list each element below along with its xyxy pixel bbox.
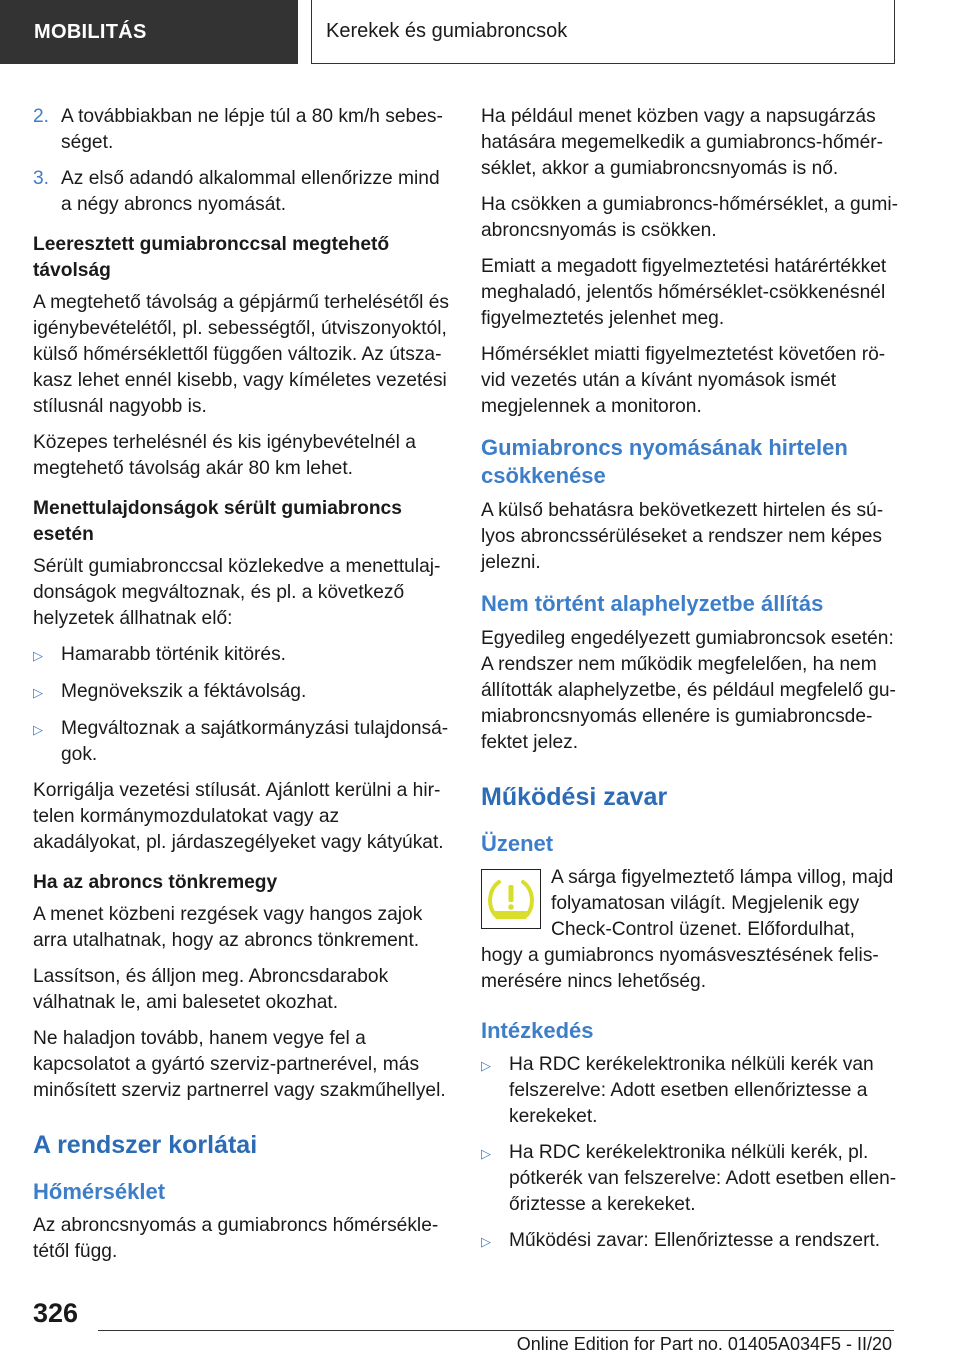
heading-sudden-pressure-loss: Gumiabroncs nyomásának hirtelen csökkenése (481, 435, 848, 488)
bullet-triangle-icon: ▷ (481, 1146, 491, 1161)
bullet-triangle-icon: ▷ (33, 648, 43, 663)
paragraph: A sárga figyelmeztető lámpa villog, majd folyamatosan világít. Megjelenik egy Check-Control üzenet. Előfordulhat, hogy a gumiabroncs nyomásvesztésének felismerésére nincs lehetőség. (481, 867, 894, 992)
footer-divider (98, 1330, 894, 1331)
paragraph: A külső behatásra bekövetkezett hirtelen és súlyos abroncssérüléseket a rendszer nem képes jelezni. (481, 500, 884, 573)
footer-edition: Online Edition for Part no. 01405A034F5 - II/20 (516, 1334, 892, 1354)
paragraph: A megtehető távolság a gépjármű terhelésétől és igénybevételétől, pl. sebességtől, útviszonyoktól, külső hőmérséklettől függően változik. Az útszakasz lehet ennél kisebb, vagy kíméletes vezetési stílusnál nagyobb is. (33, 292, 449, 417)
heading-message: Üzenet (481, 831, 554, 856)
paragraph: Egyedileg engedélyezett gumiabroncsok esetén: A rendszer nem működik megfelelően, ha nem állították alaphelyzetbe, és például megfelelő gumiabroncsnyomás ellenére is gumiabroncsdefektet jelez. (481, 628, 896, 753)
chapter-title: Kerekek és gumiabroncsok (326, 20, 568, 42)
heading-system-limits: A rendszer korlátai (33, 1131, 258, 1159)
paragraph: Emiatt a megadott figyelmeztetési határértékket meghaladó, jelentős hőmérséklet-csökkenésnél figyelmeztetés jelenhet meg. (481, 256, 887, 329)
paragraph: Hőmérséklet miatti figyelmeztetést követően rövid vezetés után a kívánt nyomások ismét megjelennek a monitoron. (481, 344, 886, 417)
heading-no-reset: Nem történt alaphelyzetbe állítás (481, 591, 824, 616)
bullet-triangle-icon: ▷ (33, 722, 43, 737)
paragraph: Korrigálja vezetési stílusát. Ajánlott kerülni a hirtelen kormánymozdulatokat vagy az akadályokat, pl. járdaszegélyeket vagy kátyúkat. (33, 780, 444, 853)
section-title: MOBILITÁS (34, 20, 147, 43)
bullet-triangle-icon: ▷ (33, 685, 43, 700)
bullet-text: Ha RDC kerékelektronika nélküli kerék van felszerelve: Adott esetben ellenőriztesse a kerekeket. (509, 1054, 874, 1127)
message-block (481, 865, 899, 995)
bullet-triangle-icon: ▷ (481, 1234, 491, 1249)
bullet-text: Hamarabb történik kitörés. (61, 644, 287, 665)
page-number: 326 (33, 1298, 79, 1328)
bullet-item (33, 716, 451, 768)
list-number: 3. (33, 168, 50, 189)
chapter-tab (311, 0, 895, 64)
bullet-triangle-icon: ▷ (481, 1058, 491, 1073)
paragraph: Ne haladjon tovább, hanem vegye fel a kapcsolatot a gyártó szerviz-partnerével, más minősített szerviz partnerrel vagy szakműhellyel. (33, 1028, 446, 1101)
paragraph: Az abroncsnyomás a gumiabroncs hőmérsékletétől függ. (33, 1215, 439, 1262)
heading-temperature: Hőmérséklet (33, 1179, 166, 1204)
bullet-item (33, 642, 451, 669)
paragraph: Közepes terhelésnél és kis igénybevételnél a megtehető távolság akár 80 km lehet. (33, 432, 416, 479)
paragraph: Lassítson, és álljon meg. Abroncsdarabok válhatnak le, ami balesetet okozhat. (33, 966, 389, 1013)
bullet-item (33, 679, 451, 706)
left-column (33, 104, 451, 1275)
paragraph: A menet közbeni rezgések vagy hangos zajok arra utalhatnak, hogy az abroncs tönkrement. (33, 904, 423, 951)
heading-malfunction: Működési zavar (481, 783, 668, 811)
list-number: 2. (33, 106, 50, 127)
bullet-text: Megváltoznak a sajátkormányzási tulajdonságok. (61, 718, 449, 765)
right-column (481, 104, 899, 1265)
bullet-text: Megnövekszik a féktávolság. (61, 681, 307, 702)
list-text: Az első adandó alkalommal ellenőrizze mind a négy abroncs nyomását. (61, 168, 440, 215)
list-item (33, 166, 451, 218)
paragraph: Ha csökken a gumiabroncs-hőmérséklet, a gumiabroncsnyomás is csökken. (481, 194, 898, 241)
heading-action: Intézkedés (481, 1018, 594, 1043)
subheading-range: Leeresztett gumiabronccsal megtehető távolság (33, 234, 390, 281)
bullet-text: Működési zavar: Ellenőriztesse a rendszert. (509, 1230, 881, 1251)
bullet-item (481, 1052, 899, 1130)
section-tab (0, 0, 298, 64)
bullet-item (481, 1140, 899, 1218)
subheading-destroyed: Ha az abroncs tönkremegy (33, 872, 278, 893)
list-text: A továbbiakban ne lépje túl a 80 km/h sebességet. (61, 106, 443, 153)
paragraph: Sérült gumiabronccsal közlekedve a menettulajdonságok megváltoznak, és pl. a következő helyzetek állhatnak elő: (33, 556, 441, 629)
bullet-item (481, 1228, 899, 1255)
tire-pressure-warning-icon (481, 869, 541, 929)
paragraph: Ha például menet közben vagy a napsugárzás hatására megemelkedik a gumiabroncs-hőmérséklet, akkor a gumiabroncsnyomás is nő. (481, 106, 884, 179)
subheading-handling: Menettulajdonságok sérült gumiabroncs esetén (33, 498, 402, 545)
bullet-text: Ha RDC kerékelektronika nélküli kerék, pl. pótkerék van felszerelve: Adott esetben ellenőriztesse a kerekeket. (509, 1142, 897, 1215)
list-item (33, 104, 451, 156)
